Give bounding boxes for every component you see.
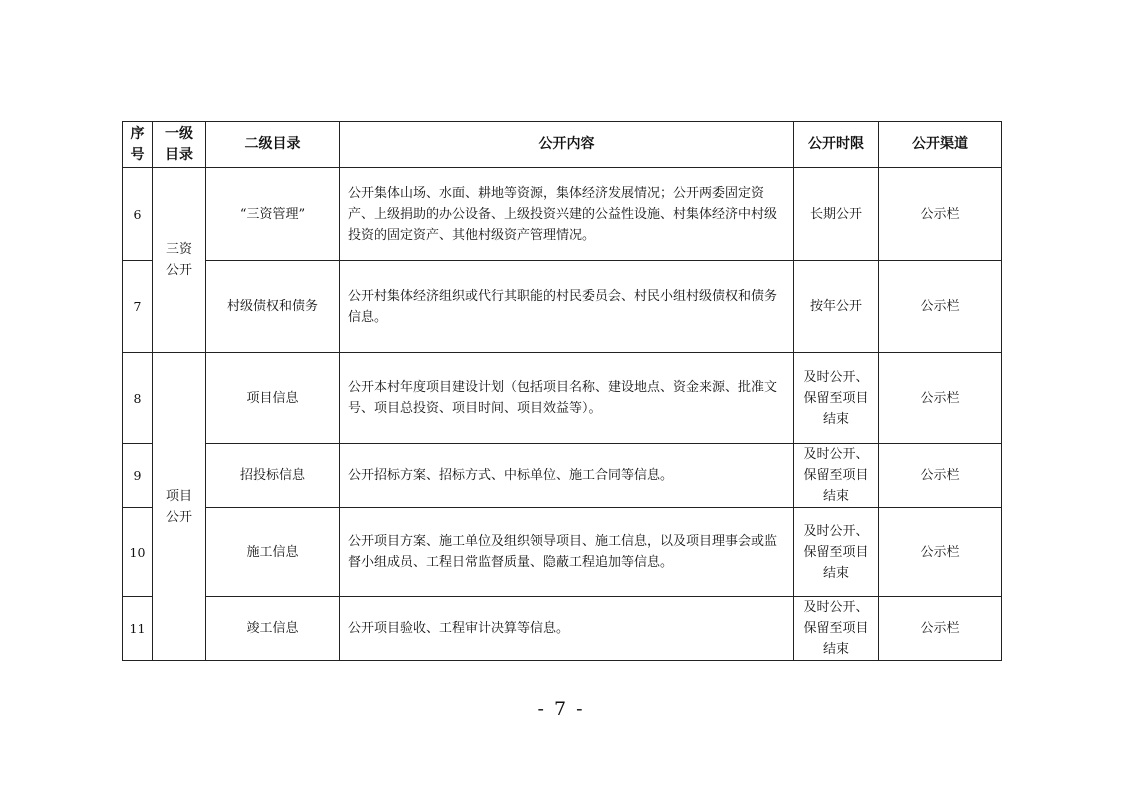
row-time-limit: 及时公开、保留至项目结束: [794, 597, 879, 661]
row-level2: 施工信息: [206, 508, 340, 597]
row-time-limit: 长期公开: [794, 168, 879, 261]
row-level2: 竣工信息: [206, 597, 340, 661]
header-level1: 一级 目录: [153, 122, 206, 168]
row-content: 公开集体山场、水面、耕地等资源，集体经济发展情况；公开两委固定资产、上级捐助的办公设备、上级投资兴建的公益性设施、村集体经济中村级投资的固定资产、其他村级资产管理情况。: [340, 168, 794, 261]
row-level2: 项目信息: [206, 353, 340, 444]
header-level2: 二级目录: [206, 122, 340, 168]
row-level2: “三资管理”: [206, 168, 340, 261]
row-seq: 10: [123, 508, 153, 597]
group-projects: 项目 公开: [153, 353, 206, 661]
table-header-row: [123, 122, 1002, 168]
group-assets: 三资 公开: [153, 168, 206, 353]
disclosure-table: [122, 121, 1002, 661]
page-number: - 7 -: [537, 698, 585, 720]
header-seq: 序 号: [123, 122, 153, 168]
row-seq: 9: [123, 444, 153, 508]
row-seq: 6: [123, 168, 153, 261]
row-content: 公开招标方案、招标方式、中标单位、施工合同等信息。: [340, 444, 794, 508]
row-time-limit: 及时公开、保留至项目结束: [794, 444, 879, 508]
row-channel: 公示栏: [879, 444, 1002, 508]
table-row: [123, 168, 1002, 261]
row-time-limit: 及时公开、保留至项目结束: [794, 508, 879, 597]
table-row: [123, 508, 1002, 597]
header-time-limit: 公开时限: [794, 122, 879, 168]
header-content: 公开内容: [340, 122, 794, 168]
row-channel: 公示栏: [879, 508, 1002, 597]
header-channel: 公开渠道: [879, 122, 1002, 168]
row-time-limit: 及时公开、保留至项目结束: [794, 353, 879, 444]
table-row: [123, 261, 1002, 353]
row-channel: 公示栏: [879, 261, 1002, 353]
row-channel: 公示栏: [879, 597, 1002, 661]
row-content: 公开村集体经济组织或代行其职能的村民委员会、村民小组村级债权和债务信息。: [340, 261, 794, 353]
row-seq: 7: [123, 261, 153, 353]
row-channel: 公示栏: [879, 353, 1002, 444]
row-level2: 招投标信息: [206, 444, 340, 508]
row-time-limit: 按年公开: [794, 261, 879, 353]
row-content: 公开项目验收、工程审计决算等信息。: [340, 597, 794, 661]
row-seq: 11: [123, 597, 153, 661]
row-content: 公开项目方案、施工单位及组织领导项目、施工信息，以及项目理事会或监督小组成员、工程日常监督质量、隐蔽工程追加等信息。: [340, 508, 794, 597]
row-level2: 村级债权和债务: [206, 261, 340, 353]
row-channel: 公示栏: [879, 168, 1002, 261]
table-row: [123, 444, 1002, 508]
row-content: 公开本村年度项目建设计划（包括项目名称、建设地点、资金来源、批准文号、项目总投资、项目时间、项目效益等）。: [340, 353, 794, 444]
table-row: [123, 597, 1002, 661]
table-row: [123, 353, 1002, 444]
row-seq: 8: [123, 353, 153, 444]
